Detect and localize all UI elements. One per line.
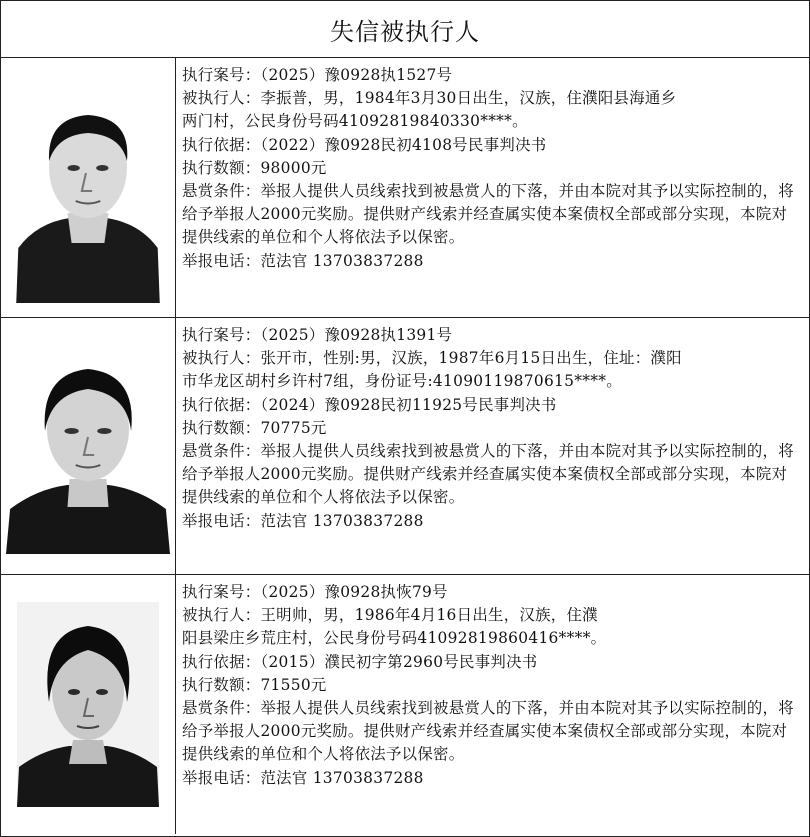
person-info-cont: 市华龙区胡村乡许村7组，身份证号:41090119870615****。 [182,372,622,391]
person-info-cont: 两门村，公民身份号码41092819840330****。 [182,112,528,131]
photo-cell [1,58,176,317]
person-info-cont: 阳县梁庄乡荒庄村，公民身份号码41092819860416****。 [182,629,607,648]
case-number: 执行案号：（2025）豫0928执1391号 [182,326,453,344]
portrait-photo-icon [6,339,170,554]
reward-conditions: 悬赏条件：举报人提供人员线索找到被悬赏人的下落，并由本院对其予以实际控制的，将给予举报人2000元奖励。提供财产线索并经查属实使本案债权全部或部分实现，本院对提供线索的单位和个人将依法予以保密。 [182,699,794,764]
portrait-photo-icon [6,73,170,303]
reward-conditions: 悬赏条件：举报人提供人员线索找到被悬赏人的下落，并由本院对其予以实际控制的，将给予举报人2000元奖励。提供财产线索并经查属实使本案债权全部或部分实现，本院对提供线索的单位和个人将依法予以保密。 [182,442,794,507]
case-number: 执行案号：（2025）豫0928执恢79号 [182,583,448,601]
execution-basis: 执行依据：（2024）豫0928民初11925号民事判决书 [182,395,557,414]
person-info: 被执行人：张开市，性别:男，汉族，1987年6月15日出生，住址：濮阳 [182,349,682,368]
person-info: 被执行人：李振普，男，1984年3月30日出生，汉族，住濮阳县海通乡 [182,89,677,108]
report-phone: 举报电话：范法官 13703837288 [182,768,424,787]
record-info [176,575,809,834]
execution-amount: 执行数额：71550元 [182,675,327,694]
reward-conditions: 悬赏条件：举报人提供人员线索找到被悬赏人的下落，并由本院对其予以实际控制的，将给予举报人2000元奖励。提供财产线索并经查属实使本案债权全部或部分实现，本院对提供线索的单位和个人将依法予以保密。 [182,182,794,247]
record-row [1,58,809,318]
record-info [176,58,809,317]
portrait-photo-icon [17,602,159,807]
page-title: 失信被执行人 [1,1,809,58]
record-row [1,575,809,834]
person-info: 被执行人：王明帅，男，1986年4月16日出生，汉族，住濮 [182,606,598,625]
photo-cell [1,318,176,574]
report-phone: 举报电话：范法官 13703837288 [182,251,424,270]
execution-basis: 执行依据：（2015）濮民初字第2960号民事判决书 [182,652,538,671]
case-number: 执行案号：（2025）豫0928执1527号 [182,66,453,84]
photo-cell [1,575,176,834]
record-row [1,318,809,575]
execution-amount: 执行数额：70775元 [182,418,327,437]
report-phone: 举报电话：范法官 13703837288 [182,511,424,530]
execution-basis: 执行依据：（2022）豫0928民初4108号民事判决书 [182,135,547,154]
record-info [176,318,809,574]
execution-amount: 执行数额：98000元 [182,158,327,177]
